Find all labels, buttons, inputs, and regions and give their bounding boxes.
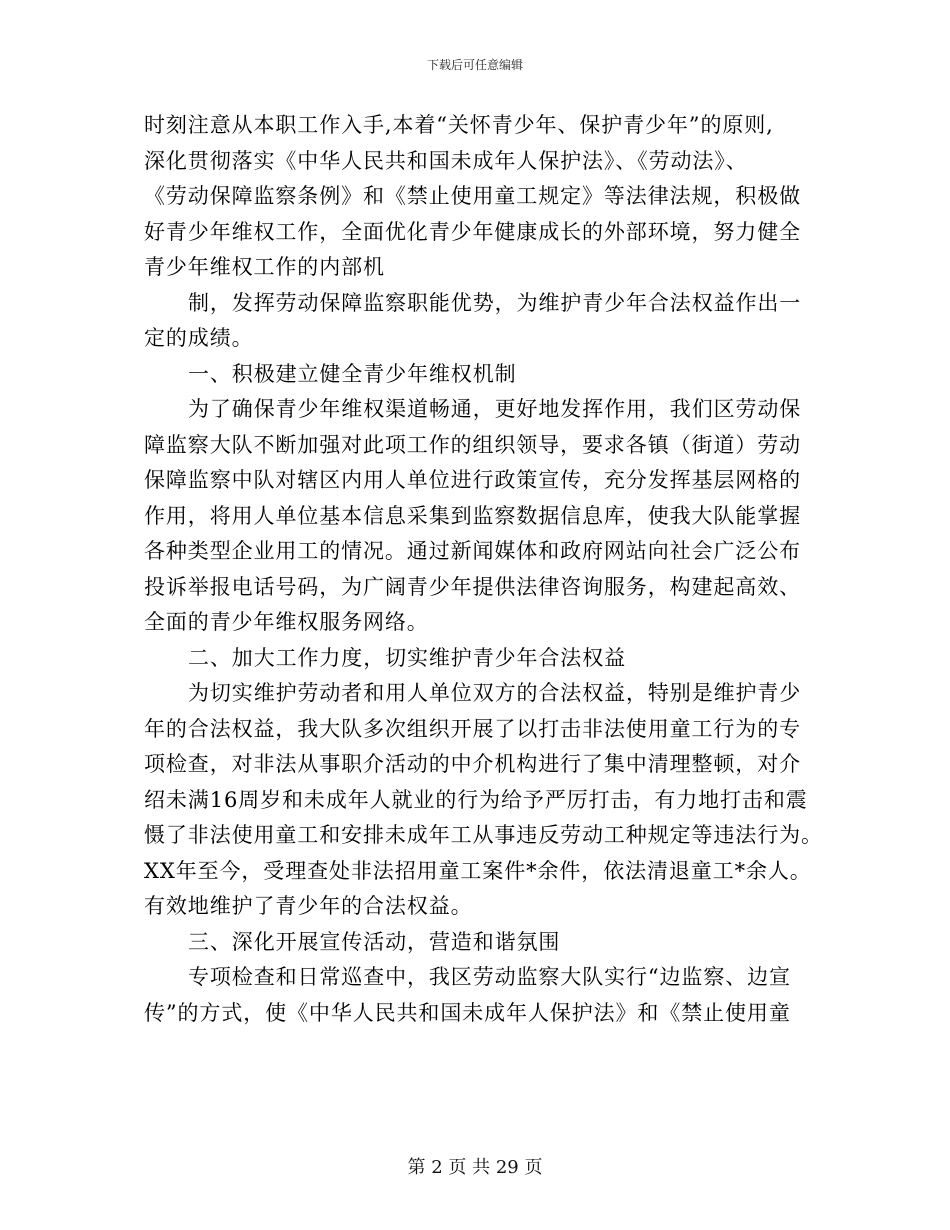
- body-line: 传”的方式，使《中华人民共和国未成年人保护法》和《禁止使用童: [144, 1000, 791, 1025]
- body-line: XX年至今，受理查处非法招用童工案件*余件，依法清退童工*余人。: [144, 858, 812, 883]
- document-body: [144, 108, 823, 1031]
- body-line: 项检查，对非法从事职介活动的中介机构进行了集中清理整顿，对介: [144, 752, 801, 776]
- body-line: 专项检查和日常巡查中，我区劳动监察大队实行“边监察、边宣: [188, 965, 791, 989]
- body-line: 年的合法权益，我大队多次组织开展了以打击非法使用童工行为的专: [144, 716, 801, 741]
- body-line: 全面的青少年维权服务网络。: [144, 610, 429, 634]
- body-line: 深化贯彻落实《中华人民共和国未成年人保护法》、《劳动法》、: [144, 148, 748, 173]
- body-line: 制，发挥劳动保障监察职能优势，为维护青少年合法权益作出一: [188, 290, 802, 315]
- body-line: 好青少年维权工作，全面优化青少年健康成长的外部环境，努力健全: [144, 219, 801, 244]
- body-line: 各种类型企业用工的情况。通过新闻媒体和政府网站向社会广泛公布: [144, 539, 801, 563]
- body-line: 定的成绩。: [144, 326, 254, 350]
- page-number-footer: 第 2 页 共 29 页: [407, 1157, 543, 1178]
- body-line: 《劳动保障监察条例》和《禁止使用童工规定》等法律法规，积极做: [144, 184, 801, 208]
- section-heading: 一、积极建立健全青少年维权机制: [188, 361, 517, 386]
- section-heading: 二、加大工作力度，切实维护青少年合法权益: [188, 645, 626, 670]
- body-line: 慑了非法使用童工和安排未成年工从事违反劳动工种规定等违法行为。: [144, 823, 823, 847]
- body-line: 投诉举报电话号码，为广阔青少年提供法律咨询服务，构建起高效、: [144, 574, 801, 599]
- body-line: 绍未满16周岁和未成年人就业的行为给予严厉打击，有力地打击和震: [144, 787, 808, 812]
- body-line: 为了确保青少年维权渠道畅通，更好地发挥作用，我们区劳动保: [188, 397, 802, 421]
- body-line: 保障监察中队对辖区内用人单位进行政策宣传，充分发挥基层网格的: [144, 468, 801, 492]
- page-header-note: 下载后可任意编辑: [426, 58, 523, 72]
- body-line: 作用，将用人单位基本信息采集到监察数据信息库，使我大队能掌握: [144, 503, 801, 528]
- body-line: 有效地维护了青少年的合法权益。: [144, 894, 473, 918]
- body-line: 为切实维护劳动者和用人单位双方的合法权益，特别是维护青少: [188, 681, 802, 705]
- body-line: 青少年维权工作的内部机: [144, 255, 385, 279]
- body-line: 时刻注意从本职工作入手,本着“关怀青少年、保护青少年”的原则,: [144, 113, 774, 137]
- section-heading: 三、深化开展宣传活动，营造和谐氛围: [188, 929, 561, 954]
- body-line: 障监察大队不断加强对此项工作的组织领导，要求各镇（街道）劳动: [144, 432, 801, 457]
